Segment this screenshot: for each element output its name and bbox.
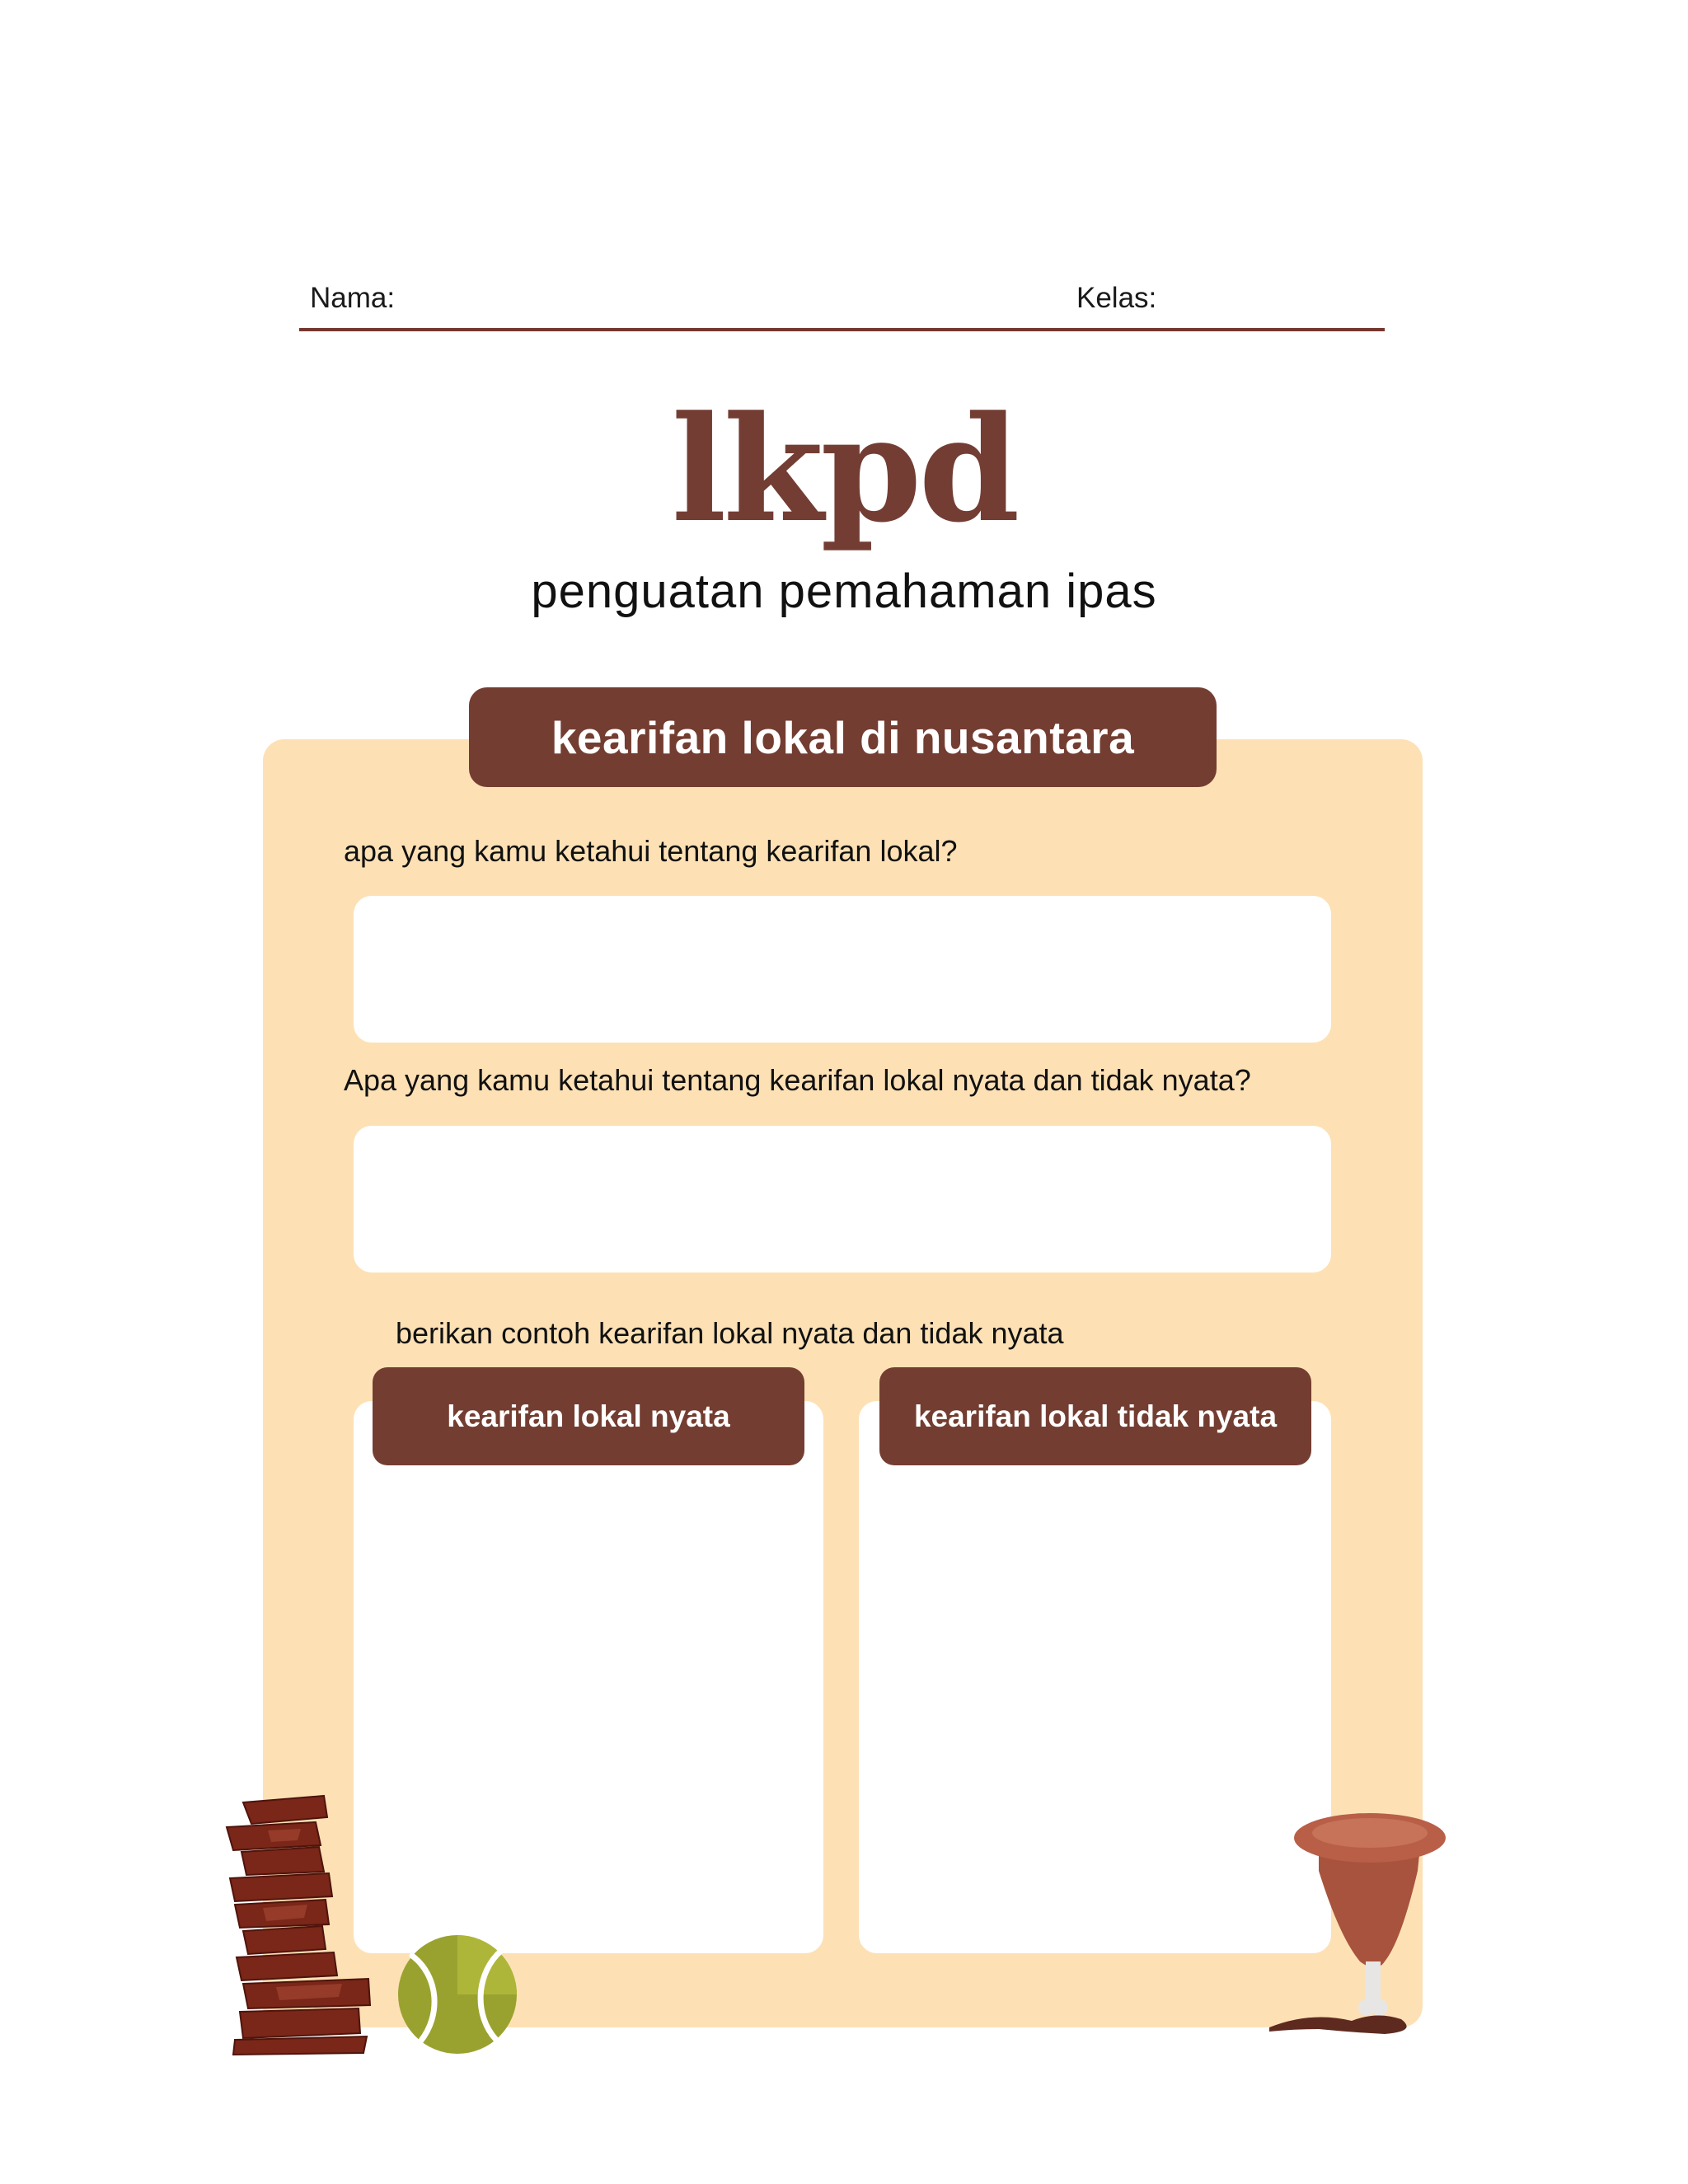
drumstick-icon [1261,1805,1467,2044]
class-label: Kelas: [1076,282,1157,314]
page-title: lkpd [671,384,1017,555]
question-2: Apa yang kamu ketahui tentang kearifan lokal nyata dan tidak nyata? [344,1063,1251,1097]
answer-box-2[interactable] [354,1126,1331,1272]
header-underline [299,328,1385,331]
answer-box-1[interactable] [354,896,1331,1043]
section-banner [469,687,1217,787]
question-3: berikan contoh kearifan lokal nyata dan tidak nyata [396,1316,1064,1350]
column-header-tangible: kearifan lokal nyata [373,1367,804,1465]
chocolate-stack-icon [218,1793,383,2056]
section-title: kearifan lokal di nusantara [551,711,1135,763]
tennis-ball-icon [396,1933,519,2056]
name-label: Nama: [310,282,396,314]
page-subtitle: penguatan pemahaman ipas [531,565,1157,618]
question-1: apa yang kamu ketahui tentang kearifan lokal? [344,834,958,868]
column-header-intangible: kearifan lokal tidak nyata [879,1367,1311,1465]
answer-column-tangible[interactable] [354,1401,823,1953]
